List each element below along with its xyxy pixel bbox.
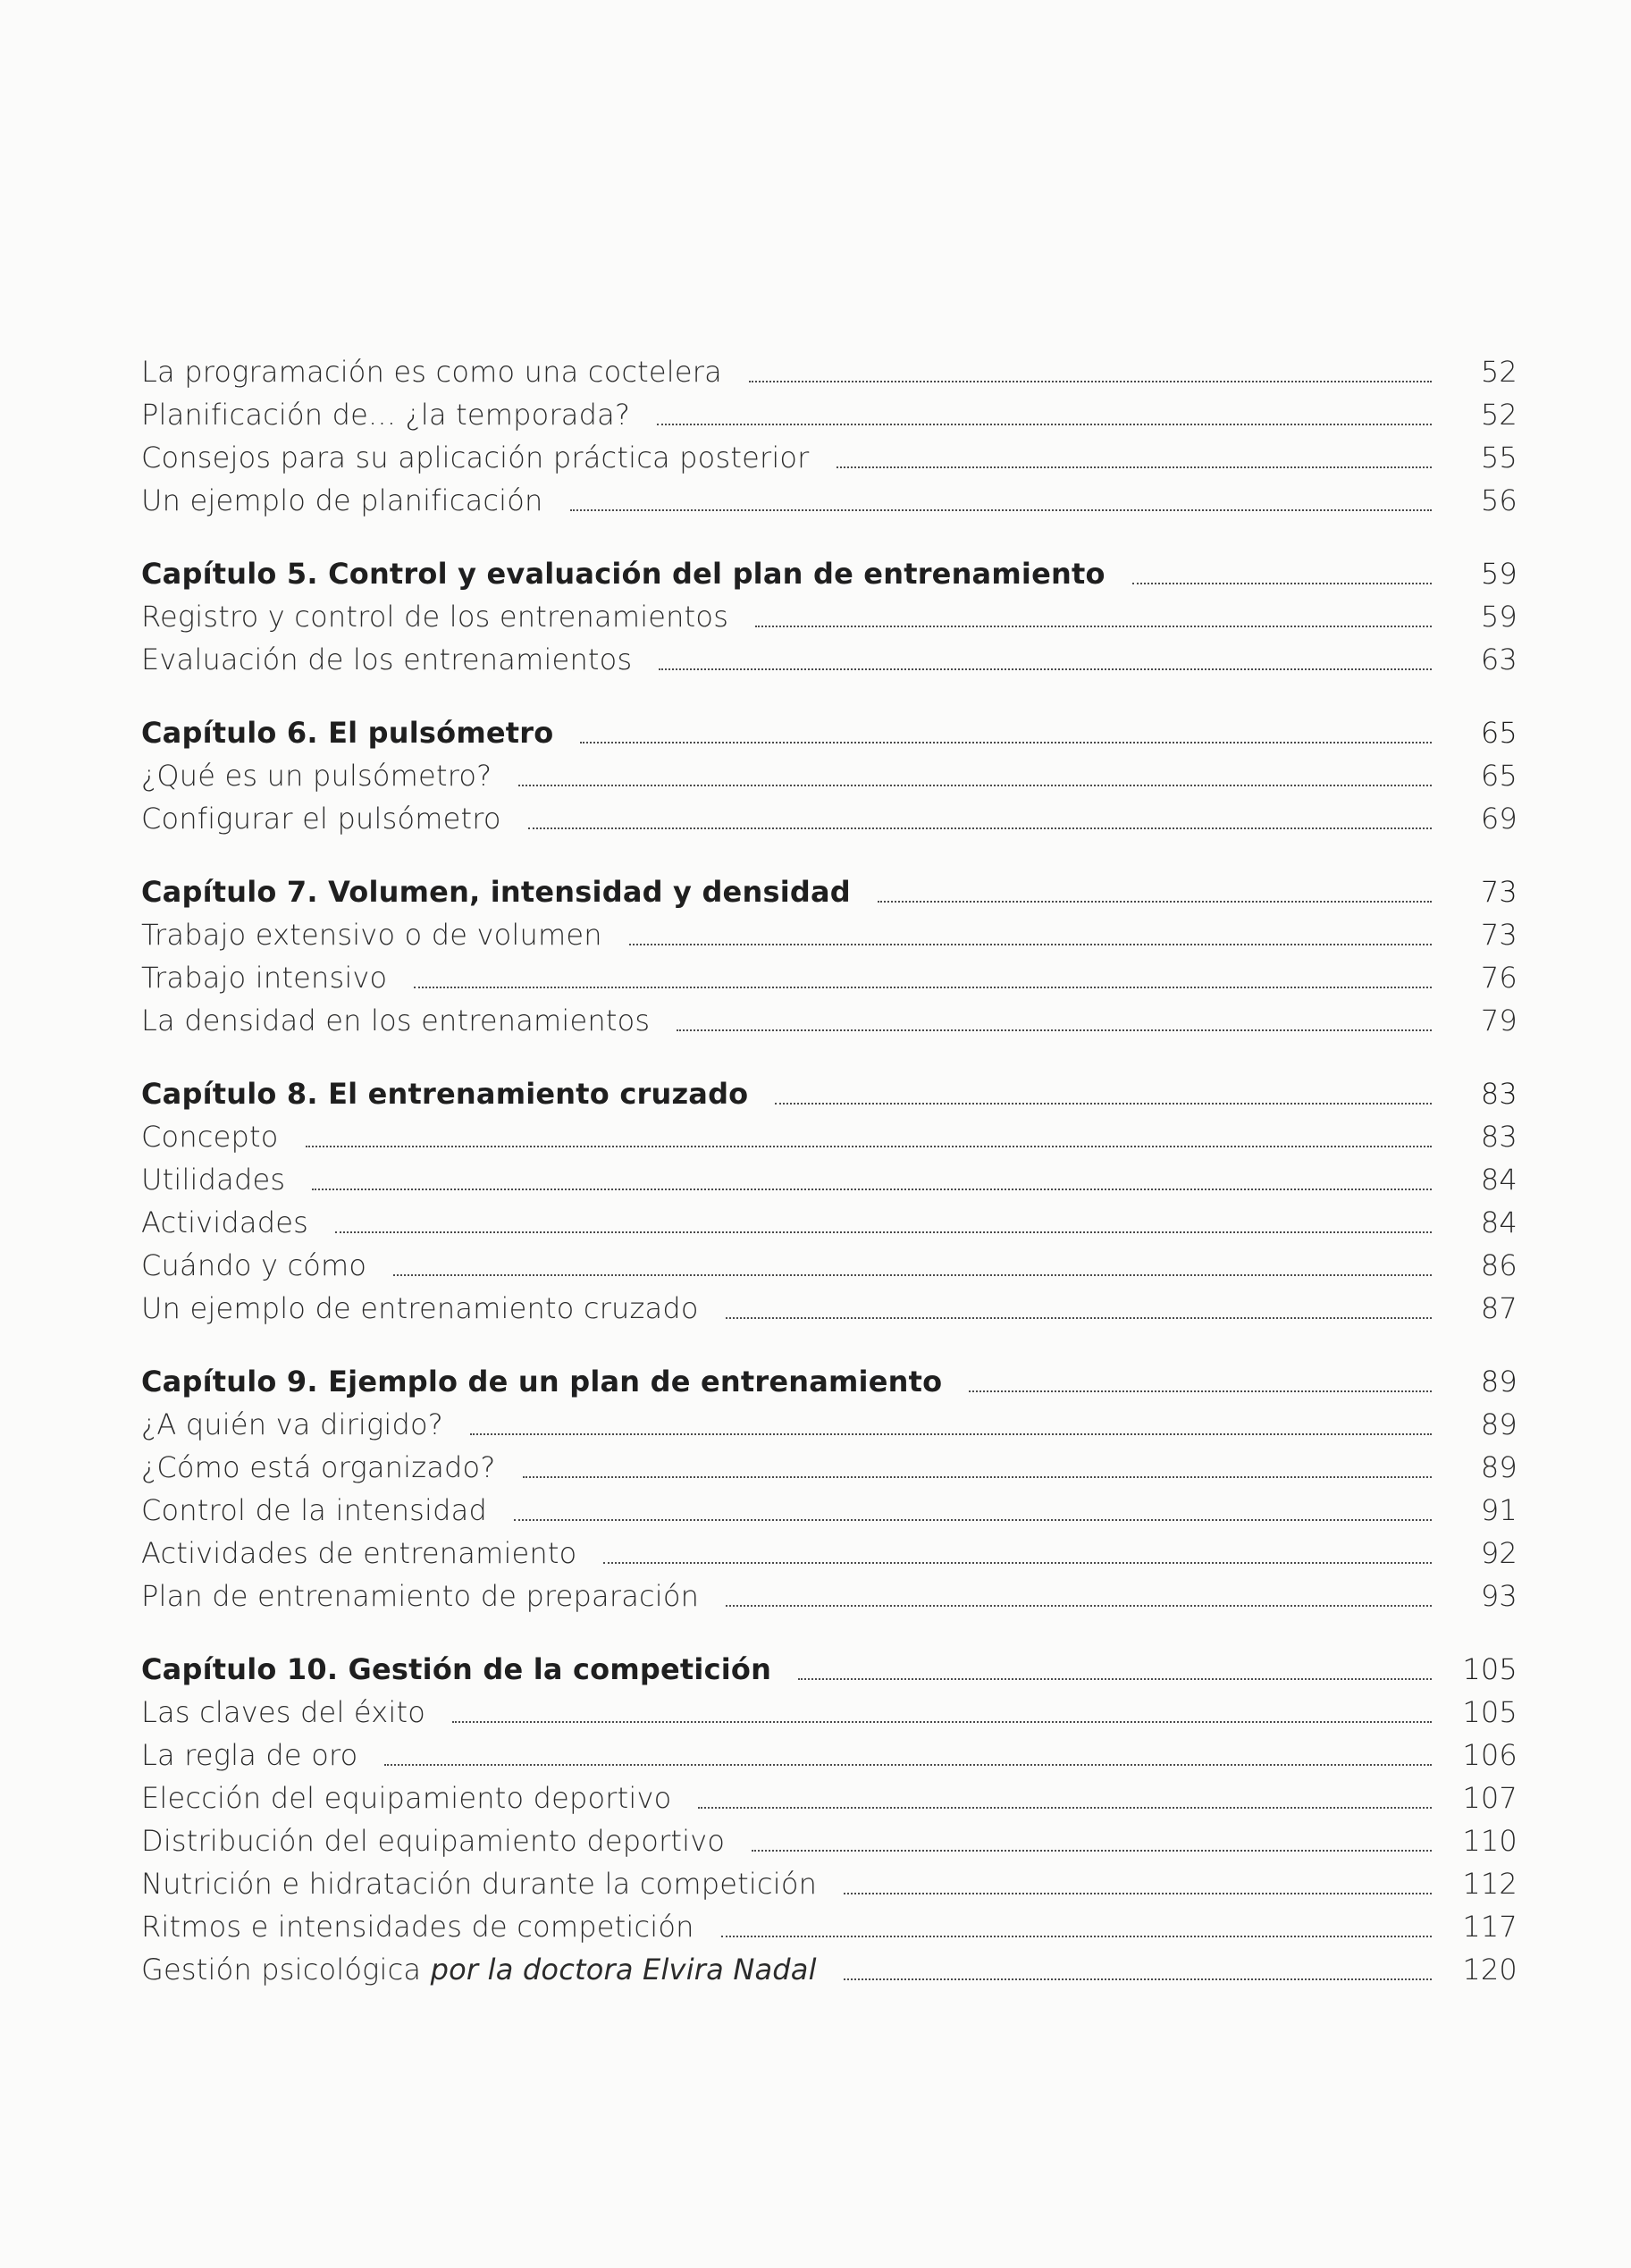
toc-entry <box>141 595 1518 638</box>
entry-title <box>141 595 728 638</box>
title-text: ¿Qué es un pulsómetro? <box>141 759 492 793</box>
entry-title <box>141 393 630 436</box>
title-text: Distribución del equipamiento deportivo <box>141 1824 726 1858</box>
toc-entry <box>141 638 1518 681</box>
chapter-heading <box>141 870 1518 913</box>
dot-leader <box>657 424 1432 425</box>
title-text: Planificación de... ¿la temporada? <box>141 398 631 432</box>
toc-entry <box>141 1777 1518 1819</box>
chapter-heading <box>141 1648 1518 1691</box>
title-text: Capítulo 6. El pulsómetro <box>141 716 554 750</box>
entry-title <box>141 479 543 522</box>
dot-leader <box>452 1721 1432 1723</box>
dot-leader <box>570 509 1432 511</box>
entry-title <box>141 350 722 393</box>
toc-entry <box>141 350 1518 393</box>
chapter-heading <box>141 1360 1518 1403</box>
page-number: 73 <box>1480 875 1518 909</box>
dot-leader <box>384 1764 1432 1766</box>
page-number: 65 <box>1480 716 1518 750</box>
page-number: 84 <box>1480 1163 1518 1197</box>
dot-leader <box>798 1678 1432 1680</box>
toc-entry <box>141 956 1518 999</box>
page-number: 65 <box>1480 759 1518 793</box>
entry-title <box>141 1691 425 1734</box>
title-text: Un ejemplo de entrenamiento cruzado <box>141 1291 699 1325</box>
title-text: Trabajo extensivo o de volumen <box>141 918 602 952</box>
title-text: Capítulo 9. Ejemplo de un plan de entrenamiento <box>141 1365 943 1399</box>
toc-entry <box>141 1403 1518 1446</box>
chapter-title <box>141 1360 942 1403</box>
entry-title <box>141 436 810 479</box>
title-text: Gestión psicológica <box>141 1953 431 1987</box>
chapter-heading <box>141 552 1518 595</box>
title-text: Registro y control de los entrenamientos <box>141 600 729 634</box>
toc-section <box>141 1072 1518 1330</box>
entry-title <box>141 1575 699 1617</box>
dot-leader <box>698 1807 1432 1809</box>
page-number: 59 <box>1480 557 1518 591</box>
dot-leader <box>726 1317 1432 1319</box>
page-number: 83 <box>1480 1120 1518 1154</box>
entry-title <box>141 1244 366 1287</box>
title-text: Capítulo 8. El entrenamiento cruzado <box>141 1077 749 1111</box>
toc-section <box>141 350 1518 522</box>
entry-title <box>141 1948 817 1991</box>
dot-leader <box>580 742 1432 743</box>
title-text: Consejos para su aplicación práctica posterior <box>141 441 810 475</box>
page-number: 55 <box>1480 441 1518 475</box>
page-number: 89 <box>1480 1450 1518 1484</box>
title-text: Las claves del éxito <box>141 1695 425 1729</box>
page-number: 63 <box>1480 643 1518 676</box>
entry-title <box>141 999 650 1042</box>
dot-leader <box>414 987 1432 988</box>
page-number: 92 <box>1480 1536 1518 1570</box>
dot-leader <box>514 1519 1432 1521</box>
title-text: Concepto <box>141 1120 279 1154</box>
entry-title <box>141 1158 285 1201</box>
dot-leader <box>523 1476 1432 1478</box>
title-text: Nutrición e hidratación durante la competición <box>141 1867 818 1901</box>
table-of-contents <box>141 350 1518 2021</box>
dot-leader <box>969 1390 1432 1392</box>
dot-leader <box>752 1850 1432 1852</box>
page-number: 87 <box>1480 1291 1518 1325</box>
toc-entry <box>141 1734 1518 1777</box>
page-number: 93 <box>1480 1579 1518 1613</box>
dot-leader <box>659 668 1432 670</box>
toc-entry <box>141 754 1518 797</box>
toc-entry <box>141 1819 1518 1862</box>
page-number: 69 <box>1480 802 1518 836</box>
chapter-heading <box>141 1072 1518 1115</box>
toc-entry <box>141 1862 1518 1905</box>
chapter-heading <box>141 711 1518 754</box>
dot-leader <box>726 1605 1432 1607</box>
page-number: 110 <box>1462 1824 1518 1858</box>
page-number: 56 <box>1480 483 1518 517</box>
toc-entry <box>141 913 1518 956</box>
chapter-title <box>141 1648 771 1691</box>
dot-leader <box>528 827 1432 829</box>
entry-title <box>141 1287 699 1330</box>
page-number: 86 <box>1480 1248 1518 1282</box>
toc-entry <box>141 1905 1518 1948</box>
dot-leader <box>677 1029 1432 1031</box>
entry-title <box>141 956 387 999</box>
page-number: 112 <box>1462 1867 1518 1901</box>
page-number: 106 <box>1462 1738 1518 1772</box>
dot-leader <box>837 466 1432 468</box>
toc-entry <box>141 1446 1518 1489</box>
entry-title <box>141 1532 576 1575</box>
dot-leader <box>312 1189 1432 1190</box>
toc-section <box>141 711 1518 840</box>
entry-title <box>141 1734 357 1777</box>
dot-leader <box>470 1433 1432 1435</box>
title-text: Control de la intensidad <box>141 1493 487 1527</box>
dot-leader <box>755 626 1432 627</box>
page-number: 83 <box>1480 1077 1518 1111</box>
page-number: 73 <box>1480 918 1518 952</box>
chapter-title <box>141 870 851 913</box>
title-text: Ritmos e intensidades de competición <box>141 1910 694 1944</box>
page-number: 84 <box>1480 1205 1518 1239</box>
dot-leader <box>393 1274 1432 1276</box>
title-text: Capítulo 10. Gestión de la competición <box>141 1652 772 1686</box>
page-number: 89 <box>1480 1407 1518 1441</box>
toc-entry <box>141 1948 1518 1991</box>
dot-leader <box>775 1103 1432 1105</box>
chapter-title <box>141 1072 748 1115</box>
title-text: La densidad en los entrenamientos <box>141 1004 651 1037</box>
toc-section <box>141 1648 1518 1991</box>
dot-leader <box>629 944 1432 945</box>
toc-entry <box>141 999 1518 1042</box>
toc-entry <box>141 479 1518 522</box>
title-text: Actividades de entrenamiento <box>141 1536 577 1570</box>
entry-title <box>141 1905 694 1948</box>
toc-entry <box>141 1115 1518 1158</box>
page-number: 59 <box>1480 600 1518 634</box>
toc-entry <box>141 436 1518 479</box>
title-text: Actividades <box>141 1205 308 1239</box>
title-text: Capítulo 5. Control y evaluación del plan de entrenamiento <box>141 557 1106 591</box>
title-author: por la doctora Elvira Nadal <box>430 1953 817 1987</box>
dot-leader <box>1132 583 1432 584</box>
entry-title <box>141 1115 279 1158</box>
title-text: ¿Cómo está organizado? <box>141 1450 496 1484</box>
toc-entry <box>141 1575 1518 1617</box>
title-text: Utilidades <box>141 1163 286 1197</box>
title-text: La programación es como una coctelera <box>141 355 722 389</box>
dot-leader <box>749 381 1432 382</box>
page-number: 91 <box>1480 1493 1518 1527</box>
page-number: 52 <box>1480 355 1518 389</box>
toc-entry <box>141 393 1518 436</box>
dot-leader <box>721 1936 1432 1937</box>
entry-title <box>141 638 632 681</box>
toc-section <box>141 1360 1518 1617</box>
chapter-title <box>141 711 553 754</box>
toc-entry <box>141 797 1518 840</box>
dot-leader <box>603 1562 1432 1564</box>
title-text: Trabajo intensivo <box>141 961 388 995</box>
dot-leader <box>306 1146 1432 1147</box>
page-number: 120 <box>1462 1953 1518 1987</box>
title-text: Elección del equipamiento deportivo <box>141 1781 672 1815</box>
entry-title <box>141 1201 308 1244</box>
title-text: Cuándo y cómo <box>141 1248 367 1282</box>
dot-leader <box>844 1978 1432 1980</box>
title-text: La regla de oro <box>141 1738 358 1772</box>
entry-title <box>141 1819 725 1862</box>
toc-entry <box>141 1691 1518 1734</box>
entry-title <box>141 797 501 840</box>
entry-title <box>141 1403 443 1446</box>
page-number: 76 <box>1480 961 1518 995</box>
entry-title <box>141 1489 487 1532</box>
page-number: 105 <box>1462 1652 1518 1686</box>
toc-section <box>141 870 1518 1042</box>
page-number: 52 <box>1480 398 1518 432</box>
dot-leader <box>878 901 1432 903</box>
dot-leader <box>518 785 1432 786</box>
title-text: ¿A quién va dirigido? <box>141 1407 443 1441</box>
page-number: 89 <box>1480 1365 1518 1399</box>
page-number: 79 <box>1480 1004 1518 1037</box>
toc-entry <box>141 1244 1518 1287</box>
chapter-title <box>141 552 1106 595</box>
toc-entry <box>141 1201 1518 1244</box>
toc-entry <box>141 1158 1518 1201</box>
title-text: Un ejemplo de planificación <box>141 483 543 517</box>
entry-title <box>141 754 492 797</box>
entry-title <box>141 1777 671 1819</box>
toc-entry <box>141 1489 1518 1532</box>
toc-entry <box>141 1287 1518 1330</box>
title-text: Evaluación de los entrenamientos <box>141 643 633 676</box>
page-number: 107 <box>1462 1781 1518 1815</box>
dot-leader <box>335 1231 1432 1233</box>
title-text: Capítulo 7. Volumen, intensidad y densidad <box>141 875 851 909</box>
title-text: Plan de entrenamiento de preparación <box>141 1579 700 1613</box>
entry-title <box>141 1446 496 1489</box>
page-number: 117 <box>1462 1910 1518 1944</box>
entry-title <box>141 913 602 956</box>
toc-entry <box>141 1532 1518 1575</box>
title-text: Configurar el pulsómetro <box>141 802 501 836</box>
page-number: 105 <box>1462 1695 1518 1729</box>
toc-section <box>141 552 1518 681</box>
entry-title <box>141 1862 817 1905</box>
dot-leader <box>844 1893 1432 1894</box>
